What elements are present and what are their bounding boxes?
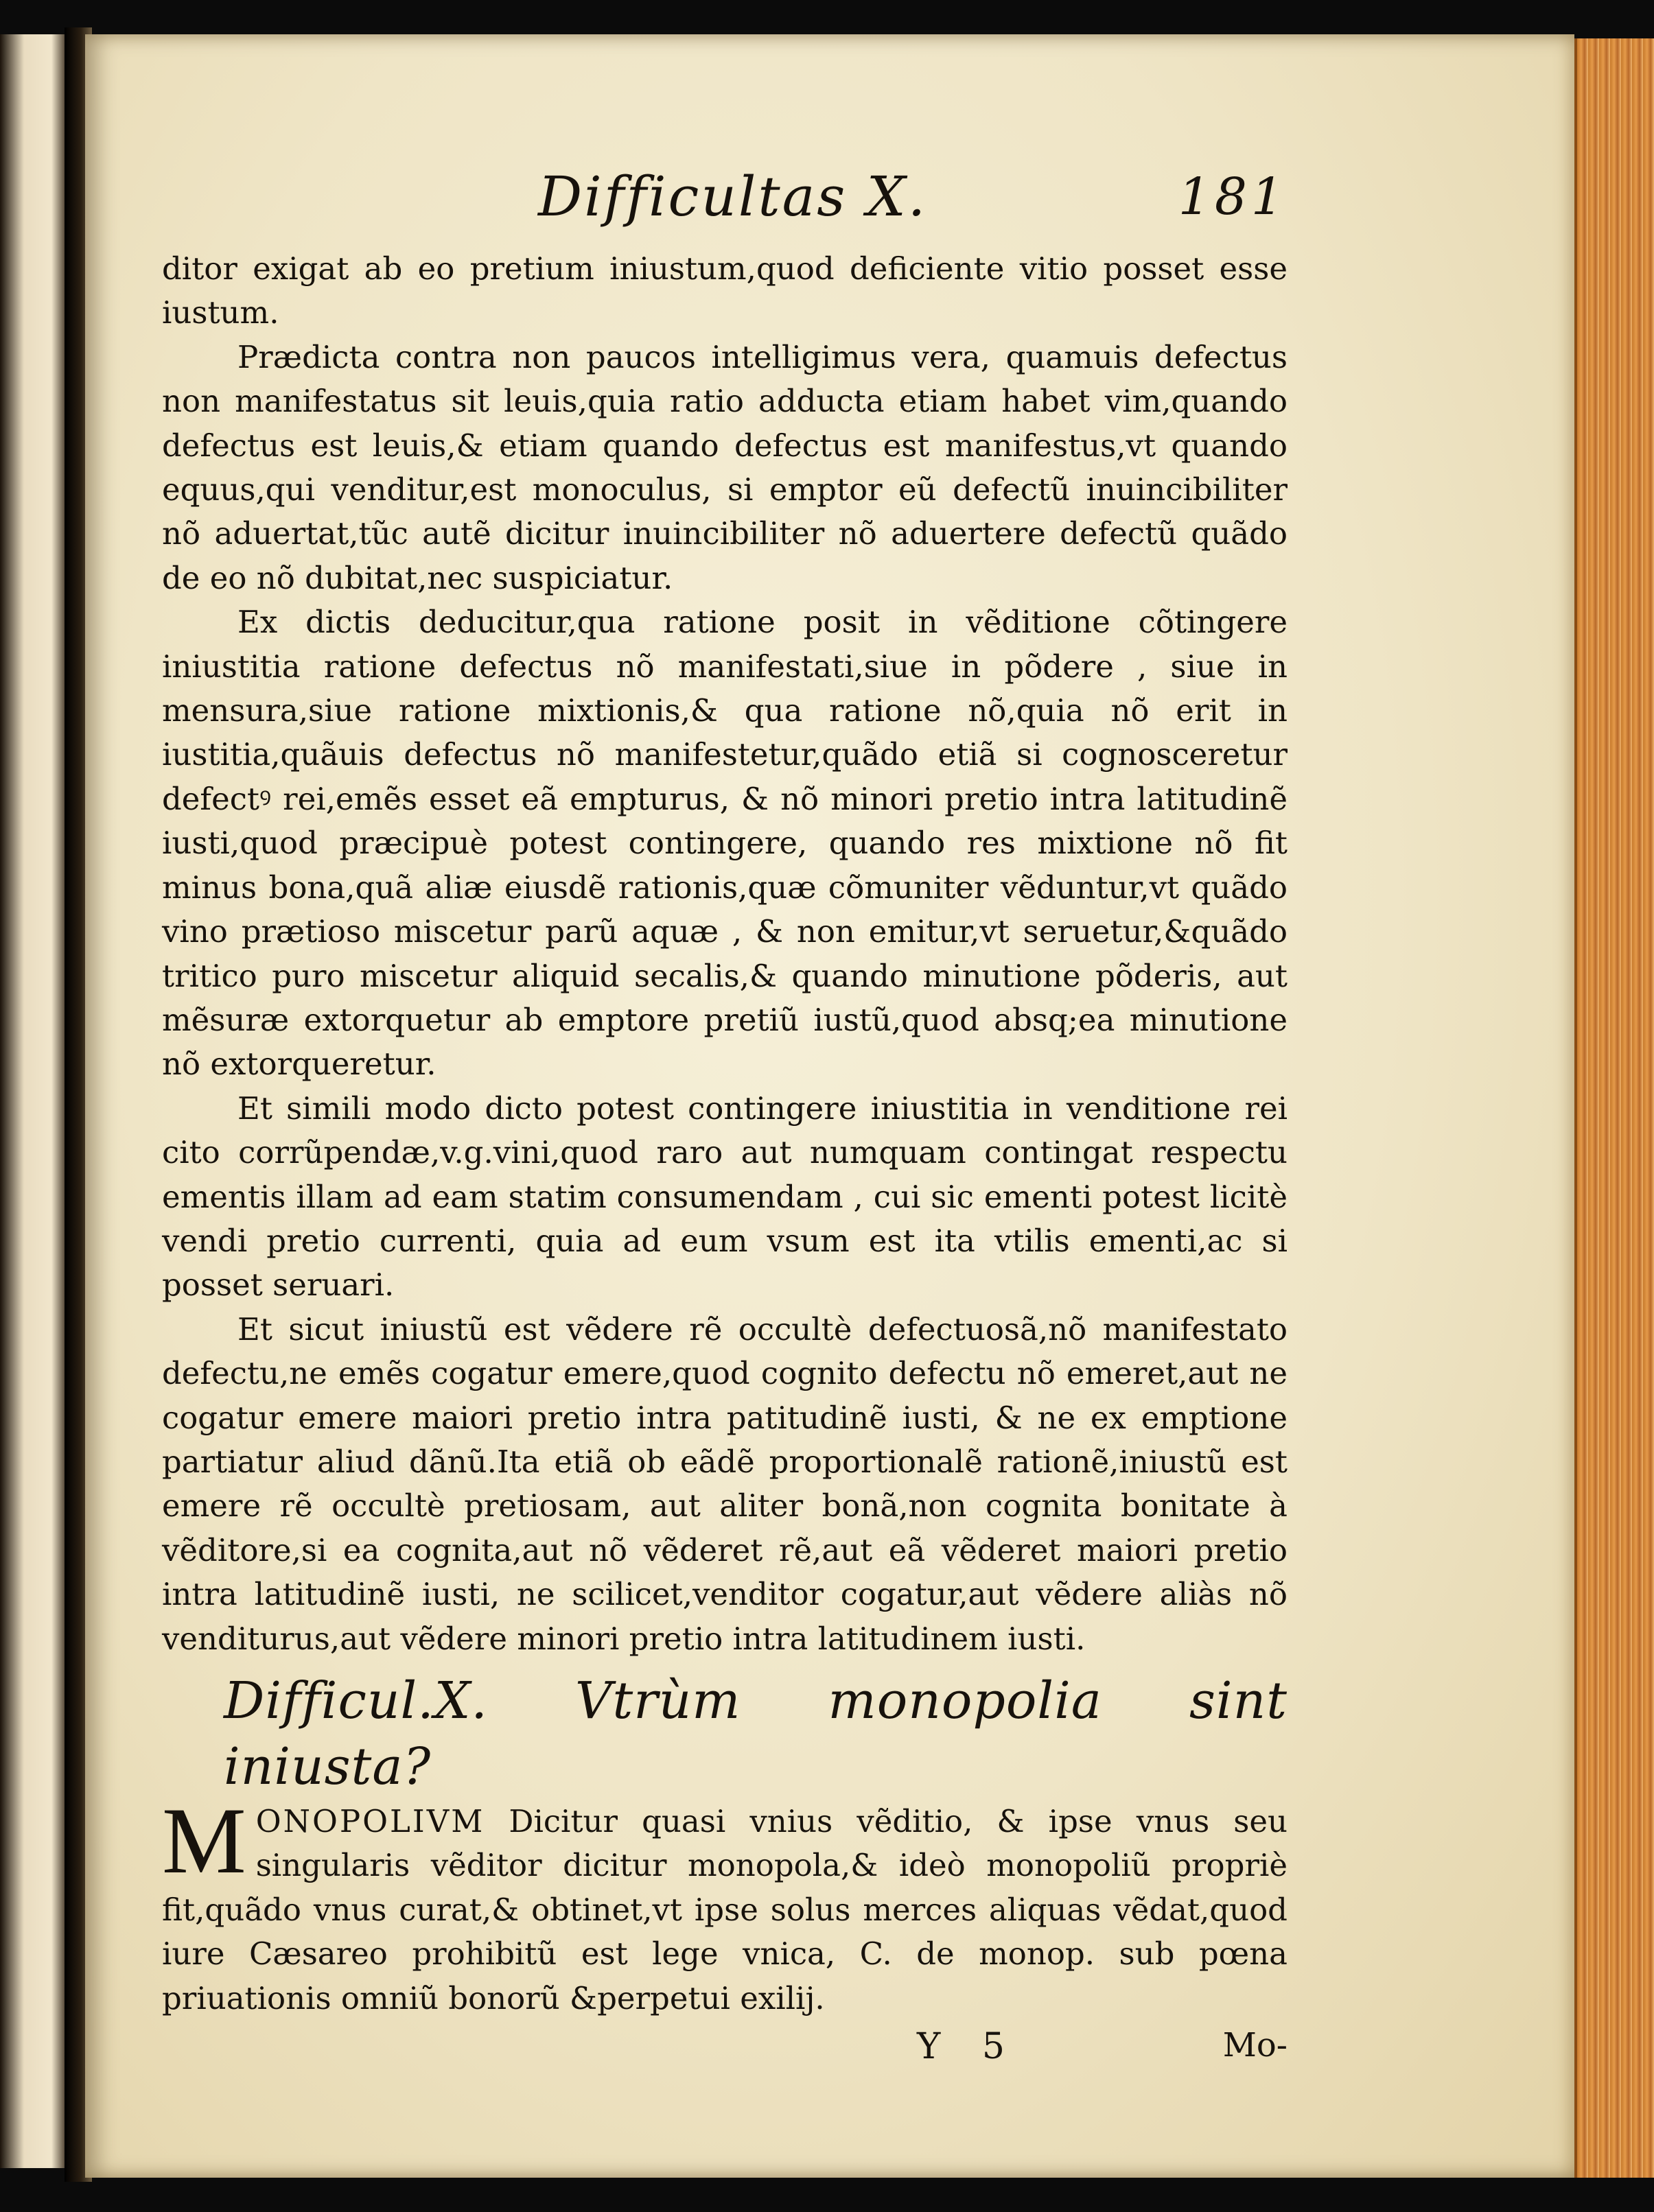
initial-paragraph-text: Dicitur quasi vnius vẽditio, & ipse vnus seu singularis vẽditor dicitur monopola,& ideò monopoliũ propriè fit,quãdo vnus curat,& obtinet,vt ipse solus merces aliquas vẽdat,quod iure Cæsareo prohibitũ est lege vnica, C. de monop. sub pœna priuationis omniũ bonorũ &perpetui exilij. <box>162 1803 1288 2016</box>
previous-page-edge <box>0 34 69 2168</box>
running-head <box>162 165 1288 247</box>
section-heading: Difficul.X. Vtrùm monopolia sint iniusta? <box>224 1671 1288 1796</box>
paragraph: Et sicut iniustũ est vẽdere rẽ occultè defectuosã,nõ manifestato defectu,ne emẽs cogatur emere,quod cognito defectu nõ emeret,aut ne cogatur emere maiori pretio intra patitudinẽ iusti, & ne ex emptione partiatur aliud dãnũ.Ita etiã ob eãdẽ proportionalẽ rationẽ,iniustũ est emere rẽ occultè pretiosam, aut aliter bonã,non cognita bonitate à vẽditore,si ea cognita,aut nõ vẽderet rẽ,aut eã vẽderet maiori pretio intra latitudinẽ iusti, ne scilicet,venditor cogatur,aut vẽdere aliàs nõ venditurus,aut vẽdere minori pretio intra latitudinem iusti. <box>162 1310 1288 1657</box>
body-text <box>162 247 1288 2021</box>
page-number: 181 <box>1178 167 1288 226</box>
paragraph: Ex dictis deducitur,qua ratione posit in vẽditione cõtingere iniustitia ratione defectus nõ manifestati,siue in põdere , siue in mensura,siue ratione mixtionis,& qua ratione nõ,quia nõ erit in iustitia,quãuis defectus nõ manifestetur,quãdo etiã si cognosceretur defectꝰ rei,emẽs esset eã empturus, & nõ minori pretio intra latitudinẽ iusti,quod præcipuè potest contingere, quando res mixtione nõ fit minus bona,quã aliæ eiusdẽ rationis,quæ cõmuniter vẽduntur,vt quãdo vino prætioso miscetur parũ aquæ , & non emitur,vt seruetur,&quãdo tritico puro miscetur aliquid secalis,& quando minutione põderis, aut mẽsuræ extorquetur ab emptore pretiũ iustũ,quod absq;ea minutione nõ extorqueretur. <box>162 604 1288 1083</box>
initial-paragraph <box>162 1788 1288 2021</box>
paragraph-continuation: ditor exigat ab eo pretium iniustum,quod deficiente vitio posset esse iustum. <box>162 250 1288 331</box>
drop-cap: M <box>162 1788 246 1893</box>
gilded-fore-edge <box>1574 38 1654 2178</box>
paragraph: Prædicta contra non paucos intelligimus vera, quamuis defectus non manifestatus sit leuis,quia ratio adducta etiam habet vim,quando defectus est leuis,& etiam quando defectus est manifestus,vt quando equus,qui venditur,est monoculus, si emptor eũ defectũ inuincibiliter nõ aduertat,tũc autẽ dicitur inuincibiliter nõ aduertere defectũ quãdo de eo nõ dubitat,nec suspiciatur. <box>162 338 1288 596</box>
signature-mark: Y 5 <box>917 2026 1020 2068</box>
first-word: ONOPOLIVM <box>255 1803 485 1839</box>
page-content <box>162 165 1288 2081</box>
page-footer <box>162 2026 1288 2081</box>
paragraph: Et simili modo dicto potest contingere iniustitia in venditione rei cito corrũpendæ,v.g.vini,quod raro aut numquam contingat respectu ementis illam ad eam statim consumendam , cui sic ementi potest licitè vendi pretio currenti, quia ad eum vsum est ita vtilis ementi,ac si posset seruari. <box>162 1090 1288 1304</box>
running-title: Difficultas X. <box>538 165 928 228</box>
catchword: Mo- <box>1222 2026 1288 2065</box>
